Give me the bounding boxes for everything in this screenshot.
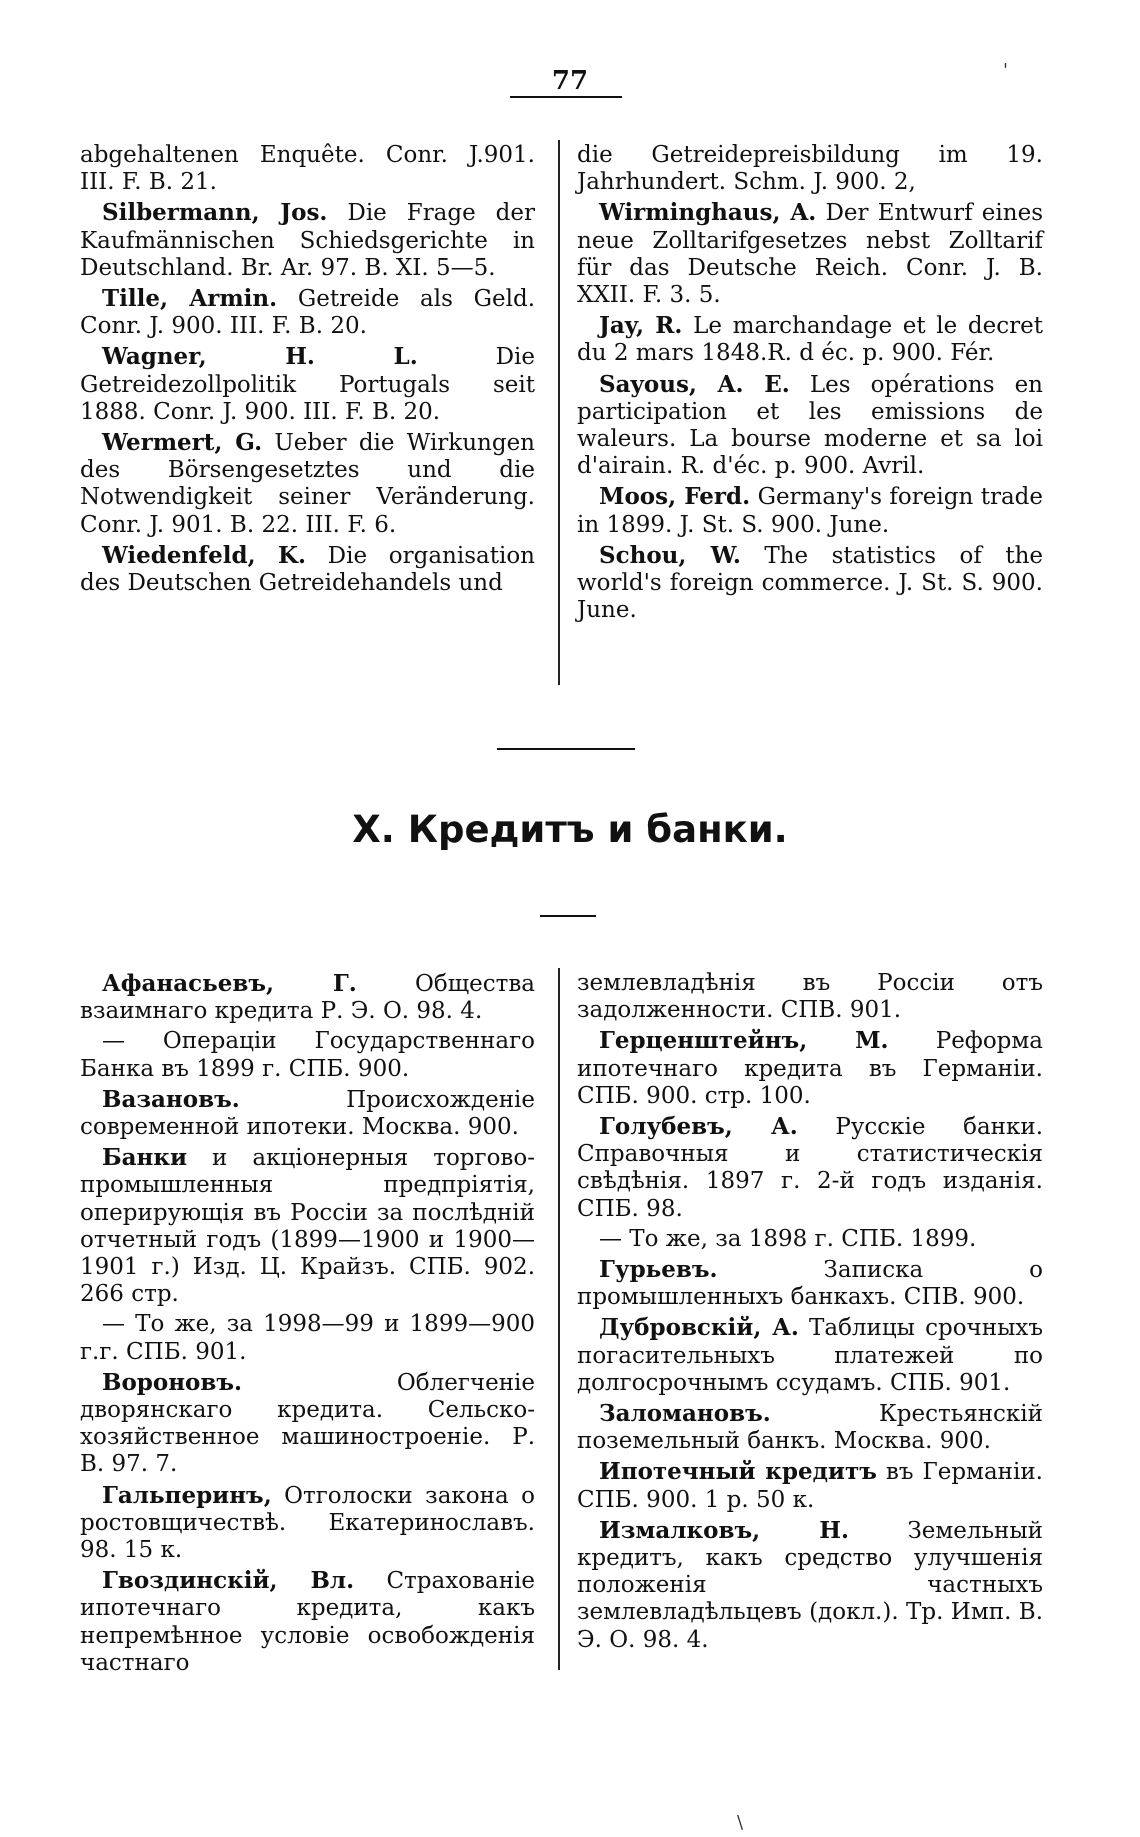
bibliography-entry: [577, 1027, 1043, 1110]
entry-text: Страхованіе ипотечнаго кредита, какъ непремѣнное условіе освобожденія частнаго: [80, 1568, 535, 1676]
entry-author: Афанасьевъ, Г.: [102, 970, 357, 997]
entry-author: Wirminghaus, A.: [599, 199, 817, 227]
bottom-left-column: [80, 970, 535, 1680]
entry-text: Getreide als Geld. Conr. J. 900. III. F. B. 20.: [80, 286, 536, 340]
bibliography-entry: [577, 1256, 1043, 1311]
bibliography-entry: [80, 542, 535, 597]
entry-author: Wiedenfeld, K.: [102, 541, 306, 569]
entry-text: и акціонерныя торгово-промышленныя предпріятія, оперирующія въ Россіи за послѣдній отчетный годъ (1899—1900 и 1900—1901 г.) Изд. Ц. Крайзъ. СПБ. 902. 266 стр.: [80, 1145, 535, 1308]
entry-author: Вороновъ.: [102, 1368, 243, 1396]
entry-author: Измалковъ, Н.: [599, 1516, 849, 1544]
entry-text: Реформа ипотечнаго кредита въ Германіи. СПБ. 900. стр. 100.: [577, 1028, 1043, 1109]
entry-text: землевладѣнія въ Россіи отъ задолженности. СПВ. 901.: [577, 970, 1043, 1024]
section-rule-bottom: [540, 915, 596, 917]
bibliography-entry: [80, 970, 535, 1025]
entry-author: Гурьевъ.: [599, 1256, 718, 1284]
bibliography-entry: [577, 1113, 1043, 1223]
bibliography-entry: [80, 1144, 535, 1308]
bibliography-entry: [80, 1086, 535, 1141]
entry-author: Sayous, A. E.: [599, 370, 790, 398]
entry-text: abgehaltenen Enquête. Conr. J.901. III. F. B. 21.: [80, 142, 535, 196]
bibliography-entry: [80, 1369, 535, 1479]
entry-text: The statistics of the world's foreign commerce. J. St. S. 900. June.: [577, 542, 1043, 624]
section-rule-top: [497, 748, 635, 750]
bibliography-entry: [80, 429, 535, 539]
bibliography-entry: [577, 199, 1043, 309]
entry-author: Tille, Armin.: [102, 285, 278, 313]
bibliography-entry: [577, 1226, 1043, 1253]
entry-author: Schou, W.: [599, 541, 741, 569]
entry-text: Отголоски закона о ростовщичествѣ. Екатеринославъ. 98. 15 к.: [80, 1482, 535, 1564]
entry-author: Вазановъ.: [102, 1085, 240, 1113]
entry-author: Голубевъ, А.: [599, 1113, 798, 1141]
entry-text: въ Германіи. СПБ. 900. 1 р. 50 к.: [577, 1459, 1043, 1513]
entry-author: Гальперинъ,: [102, 1481, 272, 1509]
top-left-column: [80, 142, 535, 600]
entry-author: Гвоздинскій, Вл.: [102, 1567, 355, 1595]
entry-text: Germany's foreign trade in 1899. J. St. S. 900. June.: [577, 484, 1043, 538]
entry-author: Герценштейнъ, М.: [599, 1027, 889, 1055]
entry-text: — То же, за 1998—99 и 1899—900 г.г. СПБ. 901.: [80, 1311, 535, 1365]
bottom-right-column: [577, 970, 1043, 1657]
entry-author: Банки: [102, 1144, 188, 1172]
margin-mark: ': [1003, 60, 1008, 81]
page-number-rule: [510, 96, 622, 98]
bibliography-entry: [577, 1517, 1043, 1654]
entry-text: Происхожденіе современной ипотеки. Москва. 900.: [80, 1086, 535, 1141]
bibliography-entry: [577, 970, 1043, 1024]
top-right-column: [577, 142, 1043, 627]
bibliography-entry: [80, 1311, 535, 1365]
section-title: X. Кредитъ и банки.: [352, 808, 788, 851]
entry-author: Дубровскій, А.: [599, 1314, 799, 1342]
entry-author: Silbermann, Jos.: [102, 199, 328, 227]
bibliography-entry: [80, 142, 535, 196]
entry-text: Die Frage der Kaufmännischen Schiedsgerichte in Deutschland. Br. Ar. 97. B. XI. 5—5.: [80, 200, 536, 281]
entry-text: Общества взаимнаго кредита Р. Э. О. 98. 4.: [80, 971, 536, 1025]
entry-text: Крестьянскій поземельный банкъ. Москва. 900.: [577, 1401, 1043, 1455]
bibliography-entry: [577, 1458, 1043, 1513]
bibliography-entry: [577, 483, 1043, 538]
entry-text: Les opérations en participation et les emissions de waleurs. La bourse moderne et sa loi d'airain. R. d'éc. p. 900. Avril.: [577, 371, 1043, 480]
entry-text: Облегченіе дворянскаго кредита. Сельско-хозяйственное машиностроеніе. Р. В. 97. 7.: [80, 1369, 535, 1478]
entry-text: Таблицы срочныхъ погасительныхъ платежей по долгосрочнымъ ссудамъ. СПБ. 901.: [577, 1315, 1043, 1396]
bibliography-entry: [80, 1028, 535, 1082]
entry-text: Русскіе банки. Справочныя и статистическія свѣдѣнія. 1897 г. 2-й годъ изданія. СПБ. 98.: [577, 1114, 1043, 1222]
bibliography-entry: [80, 1482, 535, 1565]
bibliography-entry: [577, 1400, 1043, 1455]
entry-text: Die organisation des Deutschen Getreidehandels und: [80, 542, 535, 597]
bibliography-entry: [80, 285, 535, 340]
bibliography-entry: [577, 371, 1043, 481]
entry-text: Le marchandage et le decret du 2 mars 1848.R. d éc. p. 900. Fér.: [577, 313, 1043, 367]
entry-author: Wagner, H. L.: [102, 343, 418, 371]
entry-text: Ueber die Wirkungen des Börsengesetztes und die Notwendigkeit seiner Veränderung. Conr. J. 901. B. 22. III. F. 6.: [80, 430, 535, 538]
page-number: 77: [551, 66, 589, 96]
bibliography-entry: [577, 312, 1043, 367]
bibliography-entry: [80, 199, 535, 282]
bibliography-entry: [80, 1567, 535, 1677]
bibliography-entry: [577, 542, 1043, 625]
entry-author: Moos, Ferd.: [599, 483, 751, 511]
bibliography-entry: [80, 343, 535, 426]
entry-author: Jay, R.: [599, 312, 683, 340]
margin-mark: \: [737, 1812, 744, 1833]
entry-text: — То же, за 1898 г. СПБ. 1899.: [599, 1225, 977, 1252]
bibliography-entry: [577, 142, 1043, 196]
bibliography-entry: [577, 1314, 1043, 1397]
column-divider: [558, 140, 560, 685]
entry-author: Заломановъ.: [599, 1400, 771, 1428]
column-divider: [558, 968, 560, 1670]
entry-author: Wermert, G.: [102, 429, 263, 457]
entry-text: Земельный кредитъ, какъ средство улучшенія положенія частныхъ землевладѣльцевъ (докл.). Тр. Имп. В. Э. О. 98. 4.: [577, 1517, 1043, 1653]
entry-text: die Getreidepreisbildung im 19. Jahrhundert. Schm. J. 900. 2,: [577, 142, 1043, 196]
entry-author: Ипотечный кредитъ: [599, 1458, 877, 1486]
entry-text: — Операціи Государственнаго Банка въ 1899 г. СПБ. 900.: [80, 1028, 535, 1082]
entry-text: Der Entwurf eines neue Zolltarifgesetzes nebst Zolltarif für das Deutsche Reich. Conr. J. B. XXII. F. 3. 5.: [577, 200, 1043, 309]
entry-text: Записка о промышленныхъ банкахъ. СПВ. 900.: [577, 1257, 1043, 1311]
entry-text: Die Getreidezollpolitik Portugals seit 1888. Conr. J. 900. III. F. B. 20.: [80, 344, 535, 425]
